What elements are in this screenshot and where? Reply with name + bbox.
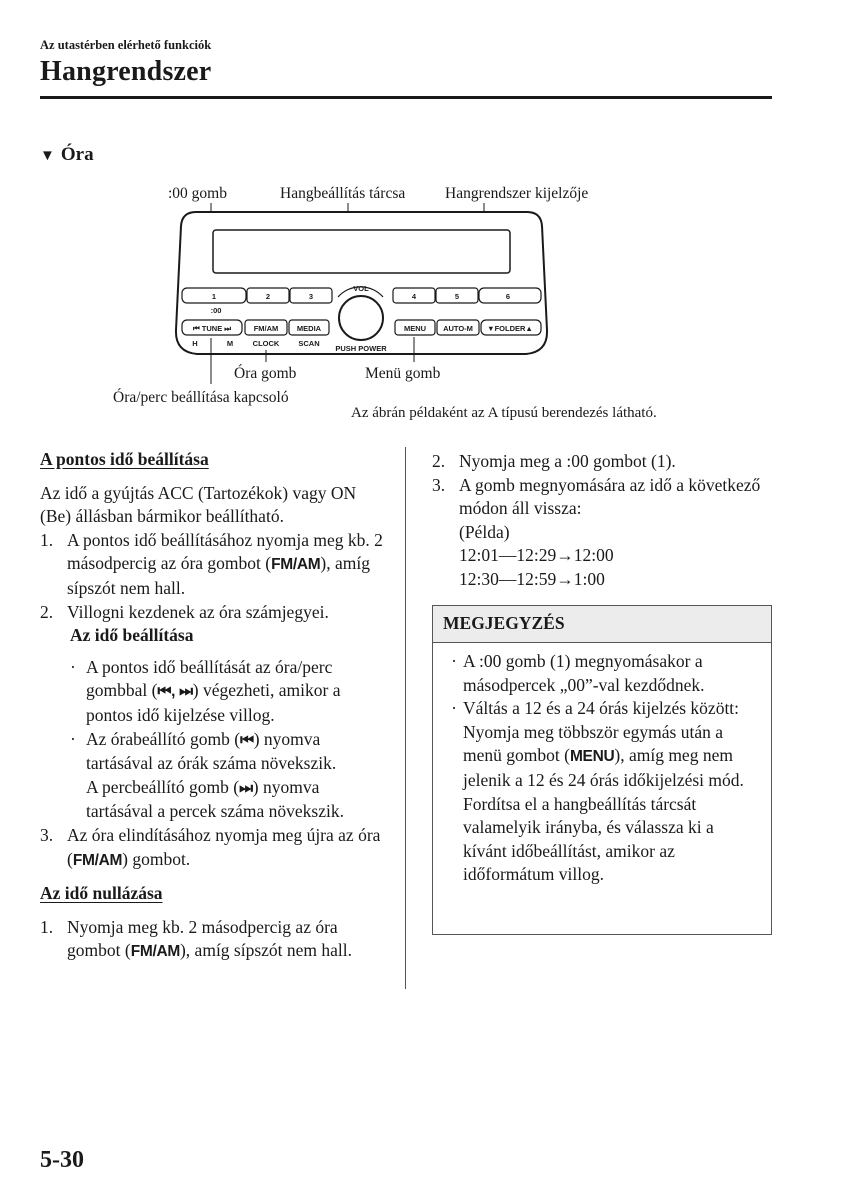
label-clock-button: Óra gomb: [234, 365, 297, 382]
note-title: MEGJEGYZÉS: [433, 606, 771, 643]
list-item: · A :00 gomb (1) megnyomásakor a másodpercek „00”-val kezdődnek.: [451, 651, 705, 695]
label-menu-button: Menü gomb: [365, 365, 441, 382]
list-item: · A pontos idő beállítását az óra/perc gombbal (⏮, ⏭) végezheti, amikor a pontos idő kijelzése villog.: [70, 656, 341, 725]
fmam-key: FM/AM: [72, 851, 123, 869]
section-title-set-time: A pontos idő beállítása: [40, 449, 209, 469]
svg-text:VOL: VOL: [353, 284, 369, 293]
example-line: 12:30―12:59→1:00: [459, 568, 605, 589]
example-line: 12:01―12:29→12:00: [459, 545, 614, 566]
svg-text:SCAN: SCAN: [298, 339, 320, 348]
svg-text:4: 4: [411, 292, 417, 301]
list-item: A percbeállító gomb (⏭) nyomva tartásával a percek száma növekszik.: [86, 776, 344, 822]
svg-text:CLOCK: CLOCK: [252, 339, 280, 348]
triangle-down-icon: ▼: [40, 148, 55, 164]
label-hm-switch: Óra/perc beállítása kapcsoló: [113, 389, 289, 406]
section-title-reset: Az idő nullázása: [40, 883, 163, 904]
svg-text:MEDIA: MEDIA: [296, 324, 322, 333]
left-column: [40, 448, 390, 964]
label-hour-button: :00 gomb: [168, 185, 227, 202]
svg-text:PUSH POWER: PUSH POWER: [335, 344, 387, 353]
svg-text:2: 2: [265, 292, 271, 301]
note-box: [432, 605, 772, 935]
seek-forward-key: ⏭: [239, 779, 253, 797]
seek-back-key: ⏮: [240, 731, 254, 749]
list-item: 3. Az óra elindításához nyomja meg újra az óra (FM/AM) gombot.: [40, 824, 381, 869]
svg-text:1: 1: [211, 292, 217, 301]
svg-text:M: M: [226, 339, 234, 348]
label-display: Hangrendszer kijelzője: [445, 185, 589, 202]
list-item: · Váltás a 12 és a 24 órás kijelzés között:: [451, 698, 740, 719]
svg-text:H: H: [192, 339, 198, 348]
svg-text:FM/AM: FM/AM: [253, 324, 279, 333]
list-item: 2. Nyomja meg a :00 gombot (1).: [432, 451, 676, 471]
list-item: 1. A pontos idő beállításához nyomja meg kb. 2 másodpercig az óra gombot (FM/AM), amíg sípszót nem hall.: [40, 529, 383, 598]
display-window: [213, 230, 510, 273]
subhead-time-setting: Az idő beállítása: [70, 625, 194, 646]
menu-key: MENU: [569, 748, 615, 766]
volume-knob: [339, 296, 383, 340]
list-item: 1. Nyomja meg kb. 2 másodpercig az óra gombot (FM/AM), amíg sípszót nem hall.: [40, 916, 353, 961]
audio-unit-diagram: [0, 0, 847, 440]
section-heading-text: Óra: [60, 144, 94, 165]
seek-keys: ⏮, ⏭: [157, 683, 193, 701]
svg-text:AUTO-M: AUTO-M: [443, 324, 473, 333]
example-label: (Példa): [459, 521, 510, 542]
label-volume-dial: Hangbeállítás tárcsa: [280, 185, 406, 202]
breadcrumb: Az utastérben elérhető funkciók: [40, 38, 212, 52]
svg-text:▼FOLDER▲: ▼FOLDER▲: [487, 324, 533, 333]
column-divider: [405, 447, 406, 989]
page-number: 5-30: [40, 1147, 84, 1173]
list-item: 3. A gomb megnyomására az idő a következő módon áll vissza:: [432, 474, 761, 519]
page-title: Hangrendszer: [40, 56, 212, 87]
list-item: Nyomja meg többször egymás után a menü gombot (MENU), amíg meg nem jelenik a 12 és 24 órás időkijelzési mód. Fordítsa el a hangbeállítás tárcsát valamelyik irányba, és válassza ki a kívánt időbeállítást, amikor az időformátum villog.: [463, 721, 744, 885]
svg-text::00: :00: [210, 306, 222, 315]
fmam-key: FM/AM: [271, 556, 321, 574]
fmam-key: FM/AM: [130, 943, 180, 961]
svg-text:3: 3: [308, 292, 314, 301]
list-item: 2. Villogni kezdenek az óra számjegyei.: [40, 601, 329, 622]
svg-text:6: 6: [505, 292, 511, 301]
svg-text:⏮ TUNE ⏭: ⏮ TUNE ⏭: [192, 324, 232, 333]
svg-text:5: 5: [454, 292, 460, 301]
intro-paragraph: Az idő a gyújtás ACC (Tartozékok) vagy ON (Be) állásban bármikor beállítható.: [40, 482, 357, 527]
right-column: [432, 450, 777, 592]
diagram-caption: Az ábrán példaként az A típusú berendezés látható.: [351, 405, 657, 421]
list-item: · Az órabeállító gomb (⏮) nyomva tartásával az órák száma növekszik.: [70, 728, 337, 774]
svg-text:MENU: MENU: [403, 324, 427, 333]
